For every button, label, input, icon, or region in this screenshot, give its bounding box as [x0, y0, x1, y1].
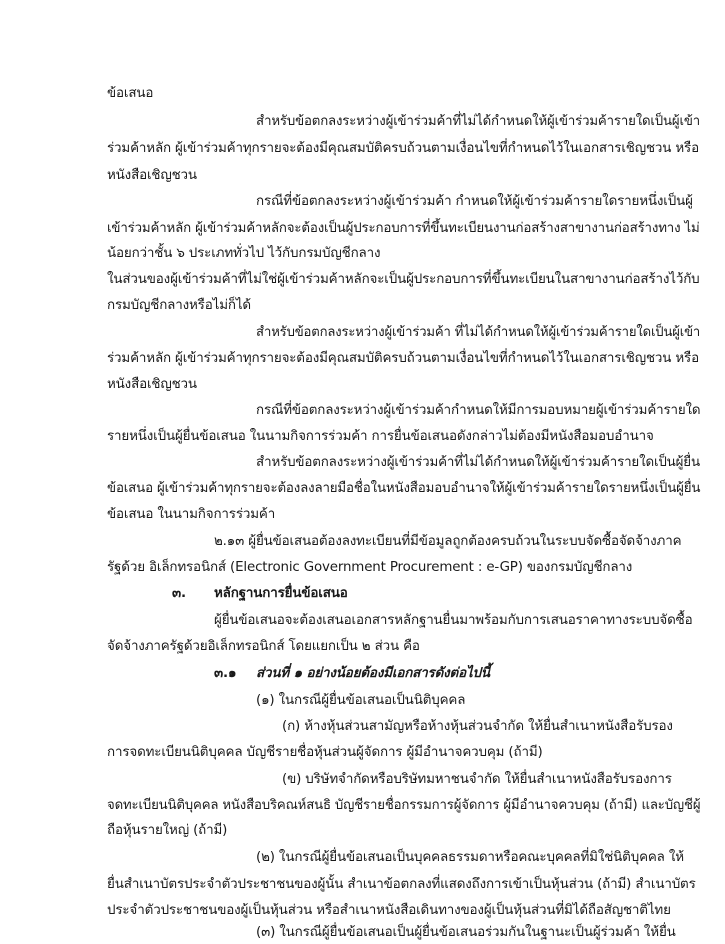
text-line: เข้าร่วมค้าหลัก ผู้เข้าร่วมค้าหลักจะต้องเป็นผู้ประกอบการที่ขึ้นทะเบียนงานก่อสร้างสาขางานก่อสร้างทาง ไม่	[107, 221, 700, 236]
text-line: (๑) ในกรณีผู้ยื่นข้อเสนอเป็นนิติบุคคล	[256, 693, 466, 708]
text-line: ถือหุ้นรายใหญ่ (ถ้ามี)	[107, 823, 228, 838]
text-line: ในส่วนของผู้เข้าร่วมค้าที่ไม่ใช่ผู้เข้าร่วมค้าหลักจะเป็นผู้ประกอบการที่ขึ้นทะเบียนในสาขางานก่อสร้างไว้กับ	[107, 272, 700, 287]
text-line: รัฐด้วย อิเล็กทรอนิกส์ (Electronic Government Procurement : e-GP) ของกรมบัญชีกลาง	[107, 560, 633, 575]
text-line: กรณีที่ข้อตกลงระหว่างผู้เข้าร่วมค้ากำหนดให้มีการมอบหมายผู้เข้าร่วมค้ารายใด	[256, 403, 701, 418]
text-line: การจดทะเบียนนิติบุคคล บัญชีรายชื่อหุ้นส่วนผู้จัดการ ผู้มีอำนาจควบคุม (ถ้ามี)	[107, 745, 543, 760]
text-line: กรณีที่ข้อตกลงระหว่างผู้เข้าร่วมค้า กำหนดให้ผู้เข้าร่วมค้ารายใดรายหนึ่งเป็นผู้	[256, 194, 693, 209]
text-line: สำหรับข้อตกลงระหว่างผู้เข้าร่วมค้า ที่ไม่ได้กำหนดให้ผู้เข้าร่วมค้ารายใดเป็นผู้เข้า	[256, 325, 701, 340]
text-line: ผู้ยื่นข้อเสนอจะต้องเสนอเอกสารหลักฐานยื่นมาพร้อมกับการเสนอราคาทางระบบจัดซื้อ	[214, 613, 693, 628]
subsection-number: ๓.๑	[214, 666, 237, 681]
text-line: (ก) ห้างหุ้นส่วนสามัญหรือห้างหุ้นส่วนจำกัด ให้ยื่นสำเนาหนังสือรับรอง	[282, 719, 673, 734]
text-line: จัดจ้างภาครัฐด้วยอิเล็กทรอนิกส์ โดยแยกเป็น ๒ ส่วน คือ	[107, 639, 420, 654]
text-line: รายหนึ่งเป็นผู้ยื่นข้อเสนอ ในนามกิจการร่วมค้า การยื่นข้อเสนอดังกล่าวไม่ต้องมีหนังสือมอบอำนาจ	[107, 429, 654, 444]
text-line: จดทะเบียนนิติบุคคล หนังสือบริคณห์สนธิ บัญชีรายชื่อกรรมการผู้จัดการ ผู้มีอำนาจควบคุม (ถ้ามี) และบัญชีผู้	[107, 798, 701, 813]
text-line: (๒) ในกรณีผู้ยื่นข้อเสนอเป็นบุคคลธรรมดาหรือคณะบุคคลที่มิใช่นิติบุคคล ให้	[256, 850, 684, 865]
subsection-heading: ส่วนที่ ๑ อย่างน้อยต้องมีเอกสารดังต่อไปนี้	[256, 666, 490, 681]
text-line: ร่วมค้าหลัก ผู้เข้าร่วมค้าทุกรายจะต้องมีคุณสมบัติครบถ้วนตามเงื่อนไขที่กำหนดไว้ในเอกสารเชิญชวน หรือ	[107, 351, 699, 366]
text-line: ประจำตัวประชาชนของผู้เป็นหุ้นส่วน หรือสำเนาหนังสือเดินทางของผู้เป็นหุ้นส่วนที่มิได้ถือสัญชาติไทย	[107, 903, 671, 918]
text-line: ข้อเสนอ ในนามกิจการร่วมค้า	[107, 507, 276, 522]
text-line: ร่วมค้าหลัก ผู้เข้าร่วมค้าทุกรายจะต้องมีคุณสมบัติครบถ้วนตามเงื่อนไขที่กำหนดไว้ในเอกสารเชิญชวน หรือ	[107, 141, 699, 156]
section-heading: หลักฐานการยื่นข้อเสนอ	[214, 586, 348, 601]
text-line: สำหรับข้อตกลงระหว่างผู้เข้าร่วมค้าที่ไม่ได้กำหนดให้ผู้เข้าร่วมค้ารายใดเป็นผู้ยื่น	[256, 455, 700, 470]
section-number: ๓.	[172, 586, 186, 601]
text-line: (๓) ในกรณีผู้ยื่นข้อเสนอเป็นผู้ยื่นข้อเสนอร่วมกันในฐานะเป็นผู้ร่วมค้า ให้ยื่น	[256, 925, 676, 940]
text-line: ข้อเสนอ ผู้เข้าร่วมค้าทุกรายจะต้องลงลายมือชื่อในหนังสือมอบอำนาจให้ผู้เข้าร่วมค้ารายใดรายหนึ่งเป็นผู้ยื่น	[107, 481, 701, 496]
text-line: (ข) บริษัทจำกัดหรือบริษัทมหาชนจำกัด ให้ยื่นสำเนาหนังสือรับรองการ	[282, 772, 672, 787]
text-line: กรมบัญชีกลางหรือไม่ก็ได้	[107, 298, 251, 313]
text-line: ๒.๑๓ ผู้ยื่นข้อเสนอต้องลงทะเบียนที่มีข้อมูลถูกต้องครบถ้วนในระบบจัดซื้อจัดจ้างภาค	[214, 534, 682, 549]
text-line: หนังสือเชิญชวน	[107, 168, 197, 183]
text-line: ข้อเสนอ	[107, 86, 154, 101]
text-line: สำหรับข้อตกลงระหว่างผู้เข้าร่วมค้าที่ไม่ได้กำหนดให้ผู้เข้าร่วมค้ารายใดเป็นผู้เข้า	[256, 114, 701, 129]
text-line: น้อยกว่าชั้น ๖ ประเภททั่วไป ไว้กับกรมบัญชีกลาง	[107, 246, 381, 261]
text-line: หนังสือเชิญชวน	[107, 377, 197, 392]
text-line: ยื่นสำเนาบัตรประจำตัวประชาชนของผู้นั้น สำเนาข้อตกลงที่แสดงถึงการเข้าเป็นหุ้นส่วน (ถ้ามี) สำเนาบัตร	[107, 877, 696, 892]
